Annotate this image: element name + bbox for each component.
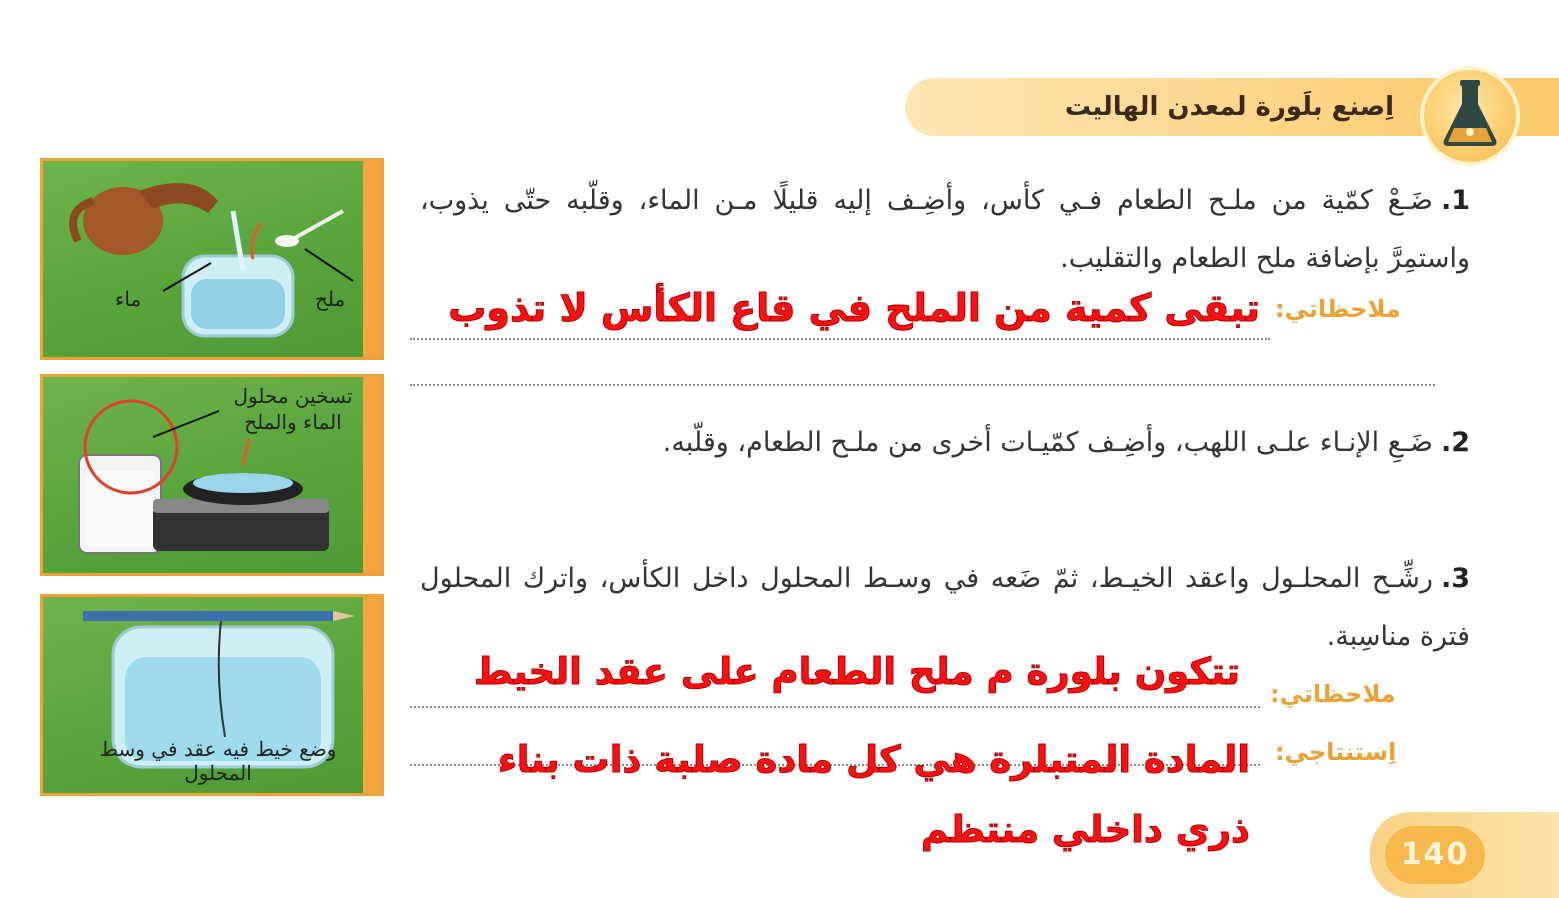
step-number: 3. xyxy=(1440,563,1470,594)
step-1 xyxy=(420,172,1470,288)
answer-3-line-2: ذري داخلي منتظم xyxy=(920,808,1250,851)
illustration-heat-solution xyxy=(40,374,384,576)
illustration-thread-crystal xyxy=(40,594,384,796)
pencil-icon xyxy=(83,611,355,621)
caption-thread-line-1: وضع خيط فيه عقد في وسط xyxy=(99,737,337,761)
answer-1: تبقى كمية من الملح في قاع الكأس لا تذوب xyxy=(448,286,1260,330)
illustration-dissolve-salt xyxy=(40,158,384,360)
answer-2: تتكون بلورة م ملح الطعام على عقد الخيط xyxy=(473,650,1240,693)
step-2 xyxy=(420,414,1470,472)
stove-icon xyxy=(153,473,329,551)
answer-line-1b xyxy=(410,384,1435,386)
answer-3-line-1: المادة المتبلرة هي كل مادة صلبة ذات بناء xyxy=(497,738,1250,781)
caption-heat-line-2: الماء والملح xyxy=(244,410,342,434)
jug-icon xyxy=(73,183,218,255)
step-number: 2. xyxy=(1440,427,1470,458)
spoon-icon xyxy=(275,211,343,247)
step-3 xyxy=(420,550,1470,666)
answer-line-2 xyxy=(410,706,1260,708)
caption-heat-line-1: تسخين محلول xyxy=(233,384,353,408)
flask-icon xyxy=(1420,66,1520,166)
observations-label-1: ملاحظاتي: xyxy=(1275,295,1401,323)
step-number: 1. xyxy=(1440,185,1470,216)
caption-water: ماء xyxy=(115,287,142,311)
caption-thread-line-2: المحلول xyxy=(184,761,252,785)
step-text: رشِّـح المحلـول واعقد الخيـط، ثمّ ضَعه في وسـط المحلول داخل الكأس، واترك المحلول فترة مناسِبة. xyxy=(420,563,1470,652)
glass-jar-icon xyxy=(183,256,293,336)
page-number: 140 xyxy=(1385,826,1485,884)
conclusion-label: اِستنتاجي: xyxy=(1275,738,1397,766)
caption-heat xyxy=(223,383,363,435)
step-text: ضَـعْ كمّية من ملـح الطعام فـي كأس، وأضِـف إليه قليلًا مـن الماء، وقلّبه حتّى يذوب، واستمِرَّ بإضافة ملح الطعام والتقليب. xyxy=(420,185,1470,274)
step-text: ضَـعِ الإنـاء علـى اللهب، وأضِـف كمّيـات أخرى من ملـح الطعام، وقلّبه. xyxy=(662,427,1433,458)
lesson-title: اِصنع بلَورة لمعدن الهاليت xyxy=(1064,92,1394,122)
caption-thread xyxy=(68,737,368,785)
observations-label-2: ملاحظاتي: xyxy=(1270,680,1396,708)
caption-salt: ملح xyxy=(315,287,346,311)
answer-line-1 xyxy=(410,338,1270,340)
